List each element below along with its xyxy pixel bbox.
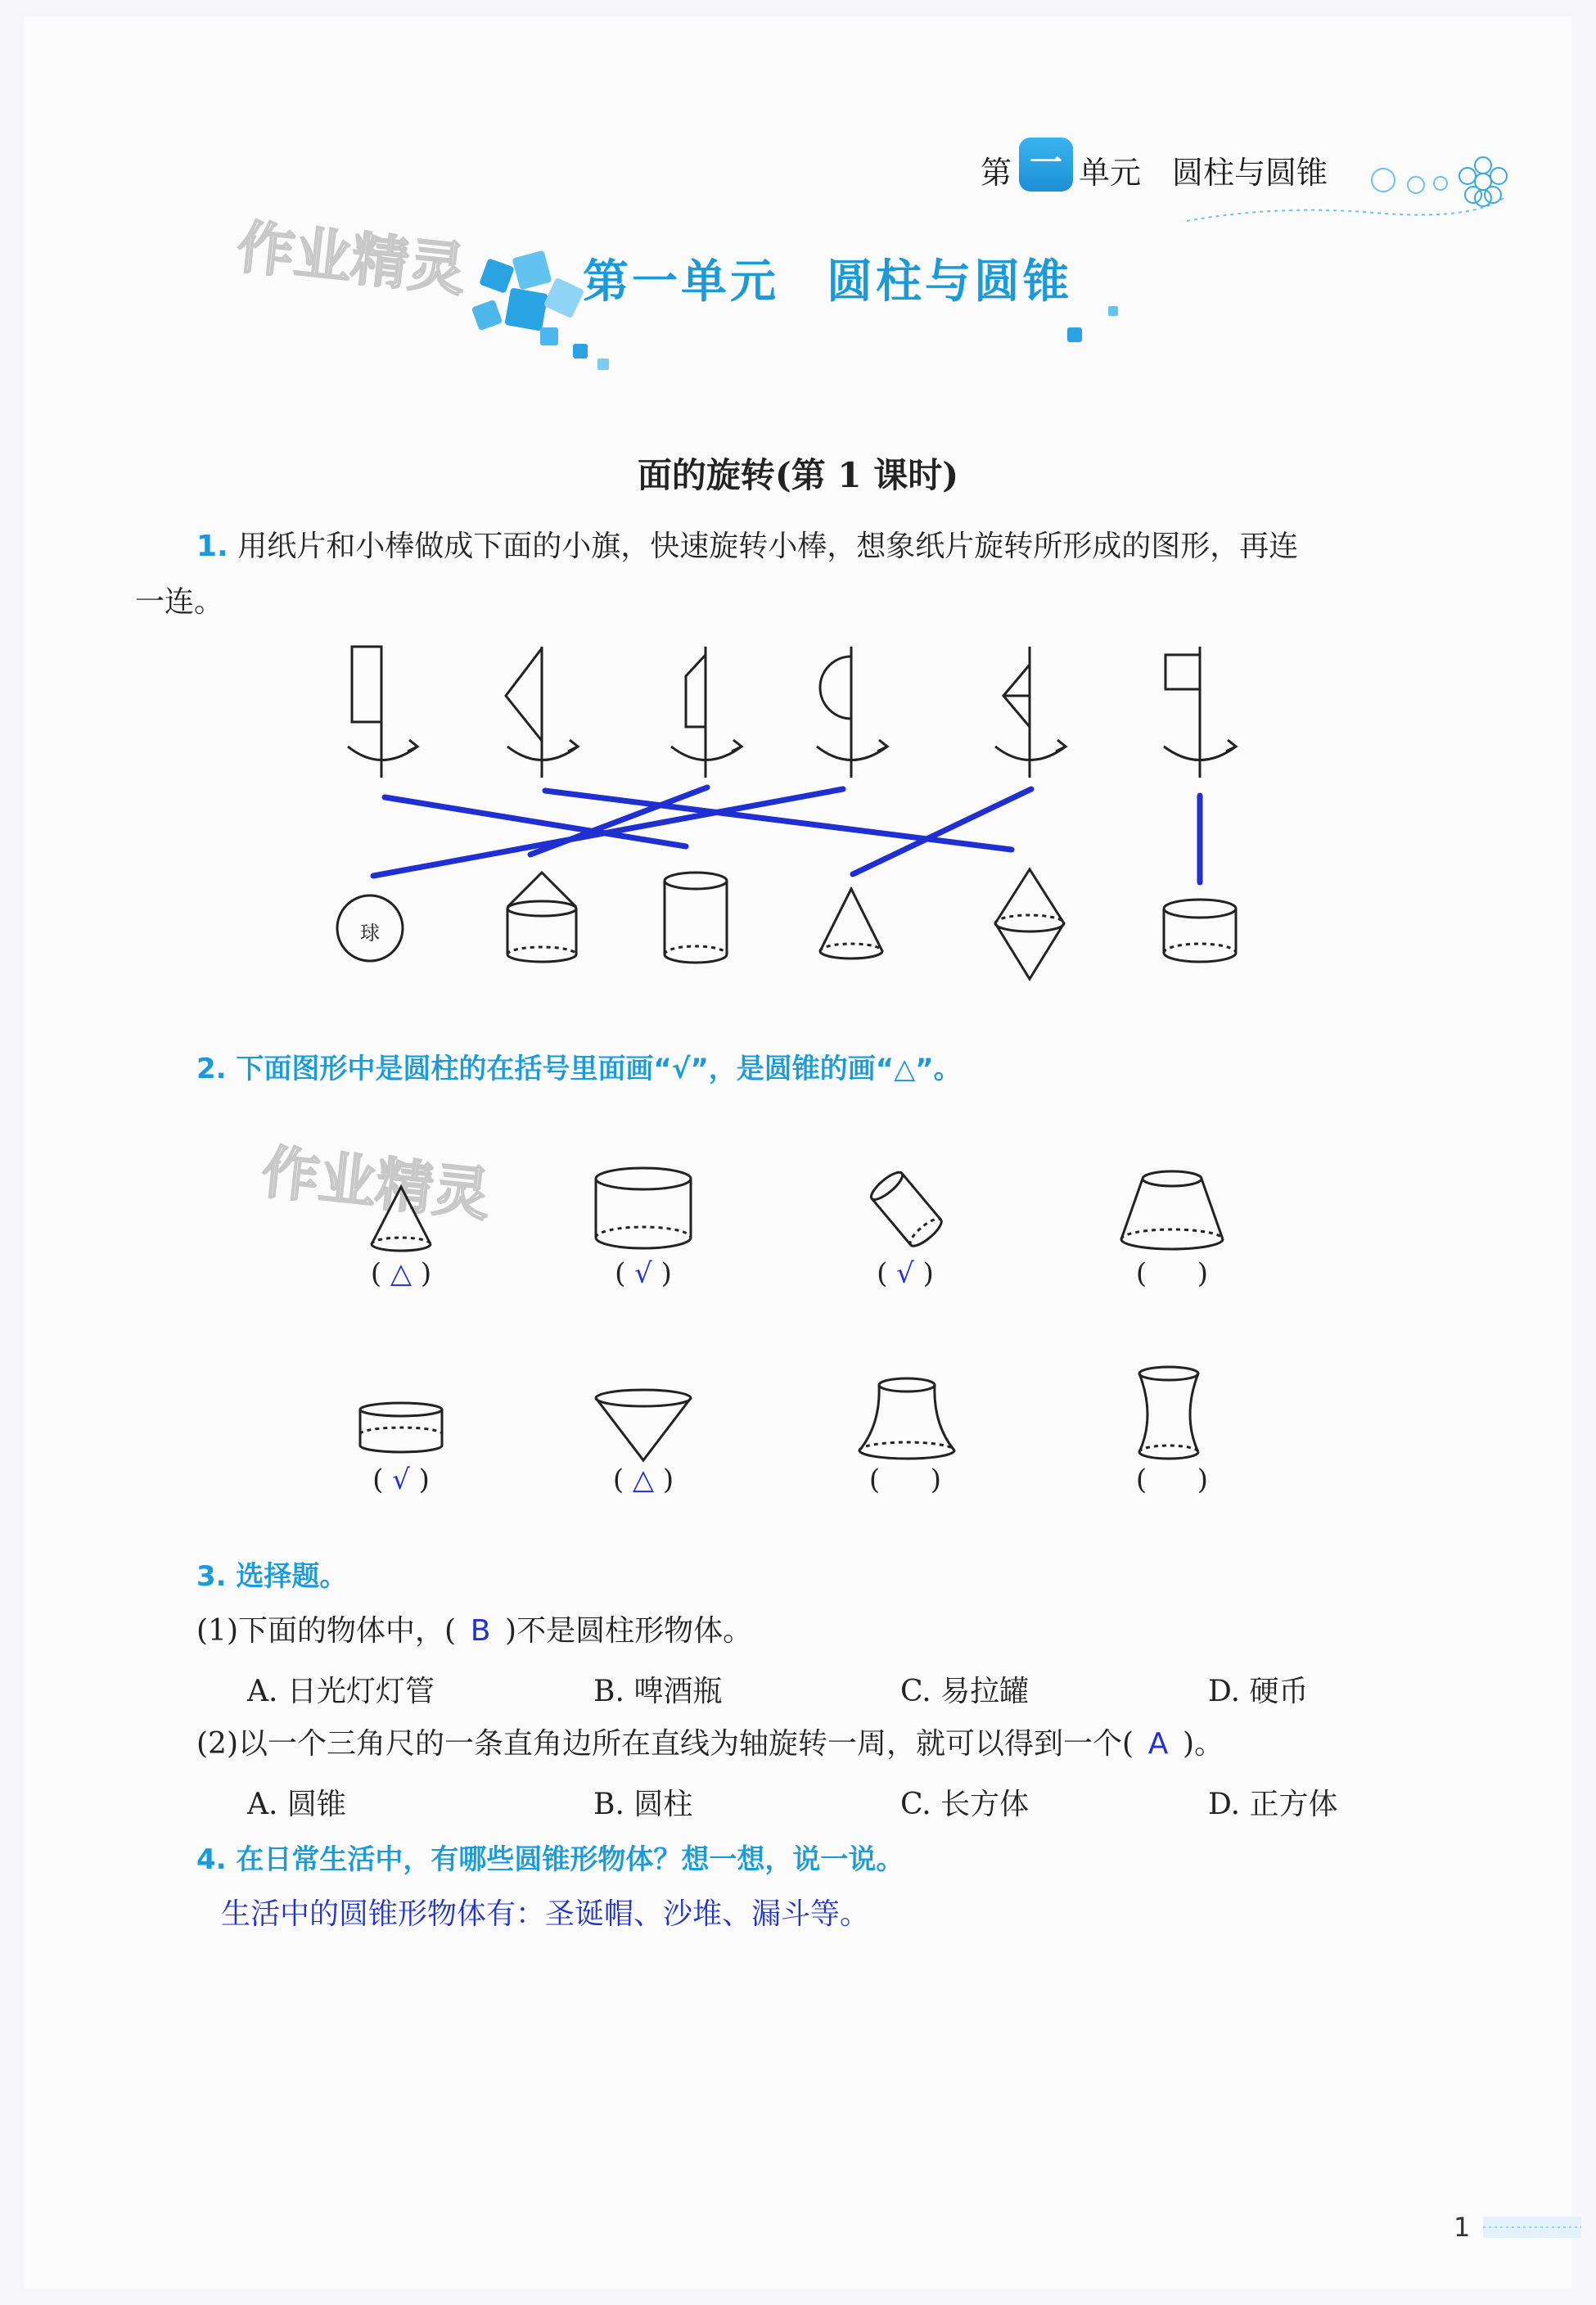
q3-title: 选择题。 bbox=[236, 1560, 348, 1593]
q4-line bbox=[196, 1837, 904, 1877]
q2-text: 下面图形中是圆柱的在括号里面画“√”，是圆锥的画“△”。 bbox=[236, 1053, 962, 1085]
shape-cone bbox=[372, 1187, 431, 1251]
watermark: 作业精灵 bbox=[233, 213, 469, 304]
q2-paren-8[interactable]: ( ) bbox=[1135, 1464, 1209, 1496]
shape-hourglass-cylinder bbox=[1139, 1367, 1198, 1459]
q3-sub2-option-b[interactable]: B. 圆柱 bbox=[593, 1788, 693, 1821]
q1-number: 1. bbox=[196, 530, 228, 563]
q2-paren-6[interactable]: ( △ ) bbox=[612, 1464, 674, 1496]
q3-sub2-option-a[interactable]: A. 圆锥 bbox=[247, 1788, 346, 1821]
q3-sub1: (1)下面的物体中，( B )不是圆柱形物体。 bbox=[196, 1611, 752, 1652]
q2-paren-1[interactable]: ( △ ) bbox=[370, 1257, 432, 1290]
watermark-2: 作业精灵 bbox=[258, 1138, 494, 1229]
header-danyuan: 单元 bbox=[1079, 155, 1142, 191]
shape-tilted-cylinder bbox=[868, 1168, 945, 1250]
q4-answer[interactable]: 生活中的圆锥形物体有：圣诞帽、沙堆、漏斗等。 bbox=[221, 1897, 870, 1931]
q3-sub2: (2)以一个三角尺的一条直角边所在直线为轴旋转一周，就可以得到一个( A )。 bbox=[196, 1724, 1224, 1765]
q3-number: 3. bbox=[196, 1560, 227, 1593]
q3-sub2-answer[interactable]: A bbox=[1147, 1727, 1169, 1761]
ball-label: 球 bbox=[360, 922, 380, 945]
q3-sub1-answer[interactable]: B bbox=[470, 1614, 491, 1648]
q4-number: 4. bbox=[196, 1843, 227, 1876]
shape-flat-cylinder bbox=[360, 1403, 442, 1452]
page-footer-decoration-icon bbox=[1483, 2217, 1581, 2238]
header-unit-name: 圆柱与圆锥 bbox=[1172, 155, 1328, 191]
unit-number-badge: 一 bbox=[1019, 138, 1073, 192]
banner-unit: 第一单元 bbox=[583, 255, 779, 309]
q3-sub2-option-c[interactable]: C. 长方体 bbox=[900, 1788, 1030, 1821]
q3-sub1-option-c[interactable]: C. 易拉罐 bbox=[900, 1675, 1030, 1708]
q2-paren-3[interactable]: ( √ ) bbox=[877, 1257, 934, 1290]
q2-number: 2. bbox=[196, 1053, 227, 1085]
shape-cylinder bbox=[596, 1168, 691, 1248]
q3-sub1-option-d[interactable]: D. 硬币 bbox=[1208, 1675, 1309, 1708]
lesson-title: 面的旋转(第 1 课时) bbox=[637, 455, 959, 495]
shape-frustum bbox=[1121, 1171, 1223, 1249]
q4-text: 在日常生活中，有哪些圆锥形物体？想一想，说一说。 bbox=[236, 1843, 904, 1876]
q1-text-line2: 一连。 bbox=[135, 585, 224, 619]
shape-inverted-cone bbox=[596, 1390, 691, 1460]
q3-title-line bbox=[196, 1554, 347, 1594]
q3-sub1-option-a[interactable]: A. 日光灯灯管 bbox=[247, 1675, 435, 1708]
header-di: 第 bbox=[981, 155, 1012, 191]
q3-sub2-option-d[interactable]: D. 正方体 bbox=[1208, 1788, 1338, 1821]
q3-sub1-option-b[interactable]: B. 啤酒瓶 bbox=[593, 1675, 723, 1708]
q1-text-line1: 用纸片和小棒做成下面的小旗，快速旋转小棒，想象纸片旋转所形成的图形，再连 bbox=[237, 530, 1299, 563]
shape-bell bbox=[859, 1378, 954, 1459]
banner-topic: 圆柱与圆锥 bbox=[827, 255, 1072, 309]
q2-paren-5[interactable]: ( √ ) bbox=[372, 1464, 430, 1496]
q2-paren-4[interactable]: ( ) bbox=[1135, 1257, 1209, 1290]
q2-paren-7[interactable]: ( ) bbox=[868, 1464, 942, 1496]
q2-paren-2[interactable]: ( √ ) bbox=[615, 1257, 672, 1290]
page-number: 1 bbox=[1454, 2212, 1471, 2243]
